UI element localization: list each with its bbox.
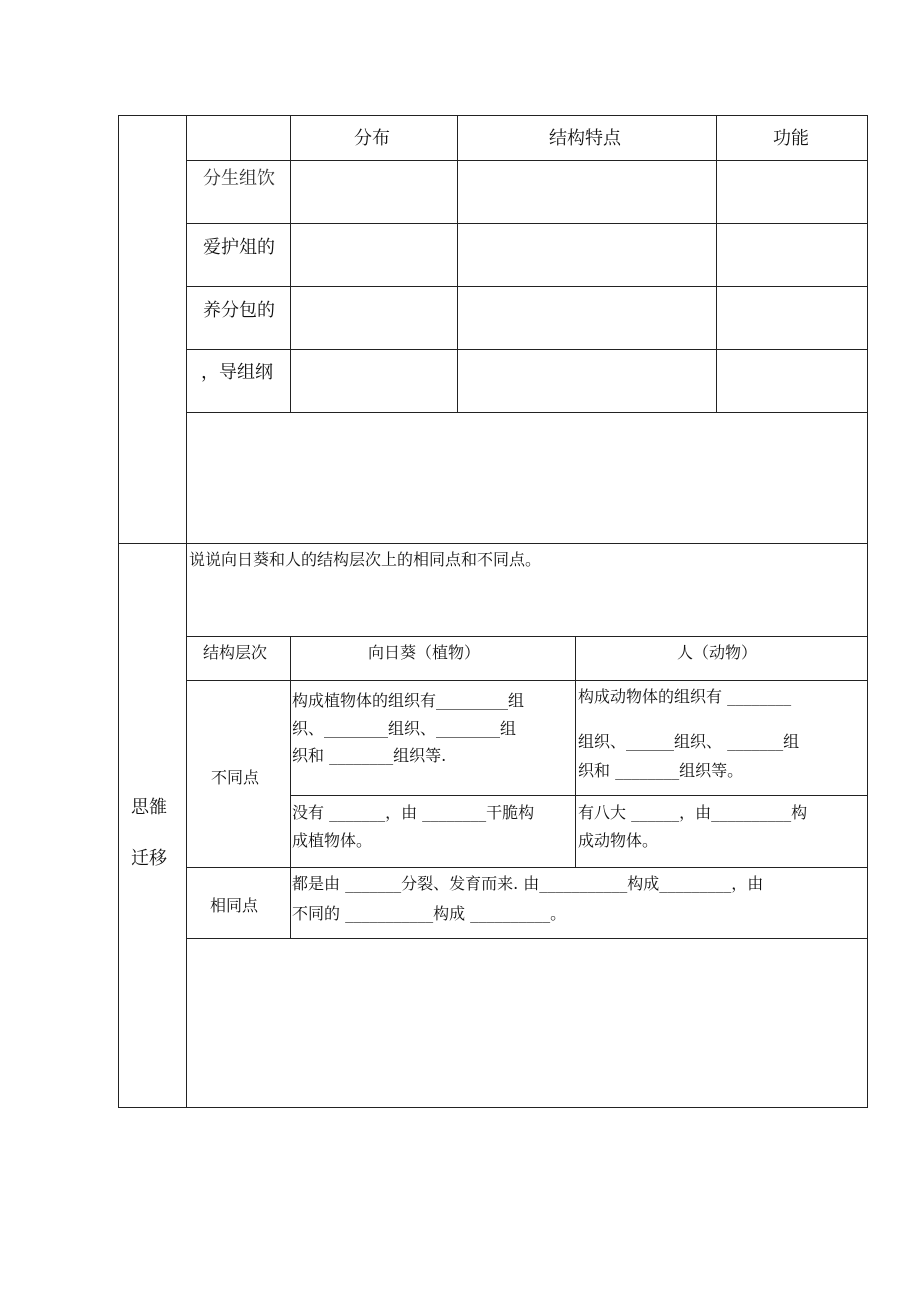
plant-tissue-line-1: 构成植物体的组织有_________组	[292, 691, 525, 710]
diff-label: 不同点	[211, 768, 260, 787]
table2-bottom	[186, 938, 868, 939]
plant-system-line-2: 成植物体。	[292, 831, 373, 850]
comparison-question: 说说向日葵和人的结构层次上的相同点和不同点。	[189, 550, 542, 569]
table2-header-bottom	[186, 680, 868, 681]
table2-diff-inner-line	[290, 795, 868, 796]
table1-row-label-4: ，导组纲	[201, 362, 273, 383]
table2-header-level: 结构层次	[203, 643, 268, 662]
outer-bottom-border	[118, 1107, 868, 1108]
section-label-line1: 思雒	[131, 797, 167, 818]
table2-header-animal: 人（动物）	[677, 643, 758, 662]
table1-bottom	[186, 412, 868, 413]
same-text-line-2: 不同的 ___________构成 __________。	[292, 904, 567, 923]
table2-col-line-2	[575, 636, 576, 868]
table2-col-line-1	[290, 636, 291, 939]
animal-tissue-line-2: 组织、______组织、 _______组	[578, 732, 800, 751]
outer-top-border	[118, 115, 868, 116]
table2-top	[186, 636, 868, 637]
table1-row-label-3: 养分包的	[203, 300, 275, 321]
plant-tissue-line-3: 织和 ________组织等.	[292, 746, 447, 765]
table1-col-line-3	[716, 115, 717, 413]
table1-row-label-2: 爱护俎的	[203, 237, 275, 258]
animal-tissue-line-1: 构成动物体的组织有 ________	[578, 687, 792, 706]
table1-header-function: 功能	[773, 128, 809, 149]
section-label-line2: 迁移	[131, 848, 167, 869]
animal-system-line-2: 成动物体。	[578, 831, 659, 850]
plant-tissue-line-2: 织、________组织、________组	[292, 719, 517, 738]
animal-tissue-line-3: 织和 ________组织等。	[578, 761, 744, 780]
same-label: 相同点	[210, 896, 259, 915]
table2-diff-bottom	[186, 867, 868, 868]
label-column-divider	[186, 115, 187, 1108]
table1-row-line-1	[186, 223, 868, 224]
table1-col-line-1	[290, 115, 291, 413]
table2-header-plant: 向日葵（植物）	[368, 643, 481, 662]
animal-system-line-1: 有八大 ______，由__________构	[578, 803, 808, 822]
table1-col-line-2	[457, 115, 458, 413]
plant-system-line-1: 没有 _______，由 ________干脆构	[292, 803, 535, 822]
table1-row-line-2	[186, 286, 868, 287]
section-divider	[118, 543, 868, 544]
table1-row-label-1: 分生组饮	[203, 168, 275, 189]
outer-right-border	[867, 115, 868, 1108]
outer-left-border	[118, 115, 119, 1108]
same-text-line-1: 都是由 _______分裂、发育而来. 由___________构成_________，由	[292, 874, 764, 893]
table1-header-structure: 结构特点	[549, 128, 621, 149]
table1-header-distribution: 分布	[354, 128, 390, 149]
table1-row-line-3	[186, 349, 868, 350]
table1-header-bottom	[186, 160, 868, 161]
